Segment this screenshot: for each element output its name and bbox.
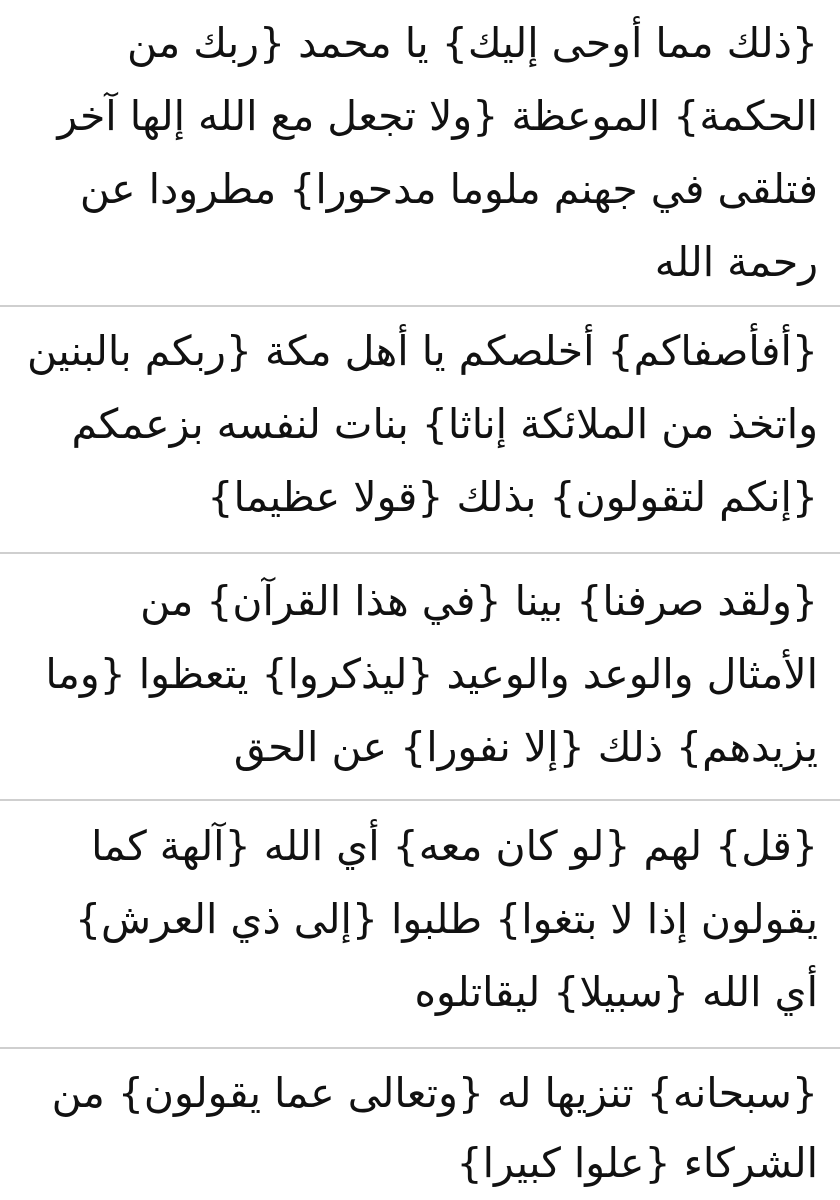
tafsir-entry-1: {ذلك مما أوحى إليك} يا محمد {ربك من الحكمة} الموعظة {ولا تجعل مع الله إلها آخر فتلقى في جهنم ملوما مدحورا} مطرودا عن رحمة الله <box>57 19 818 286</box>
entry-divider <box>0 305 840 307</box>
tafsir-entry-3: {ولقد صرفنا} بينا {في هذا القرآن} من الأمثال والوعد والوعيد {ليذكروا} يتعظوا {وما يزيدهم} ذلك {إلا نفورا} عن الحق <box>45 577 818 771</box>
entry-divider <box>0 552 840 554</box>
tafsir-entry-5: {سبحانه} تنزيها له {وتعالى عما يقولون} من الشركاء {علوا كبيرا} <box>51 1069 818 1187</box>
tafsir-entry-4: {قل} لهم {لو كان معه} أي الله {آلهة كما يقولون إذا لا بتغوا} طلبوا {إلى ذي العرش} أي الله {سبيلا} ليقاتلوه <box>74 822 818 1016</box>
tafsir-entry-2: {أفأصفاكم} أخلصكم يا أهل مكة {ربكم بالبنين واتخذ من الملائكة إناثا} بنات لنفسه بزعمكم {إنكم لتقولون} بذلك {قولا عظيما} <box>27 327 818 521</box>
entry-divider <box>0 799 840 801</box>
entry-divider <box>0 1047 840 1049</box>
